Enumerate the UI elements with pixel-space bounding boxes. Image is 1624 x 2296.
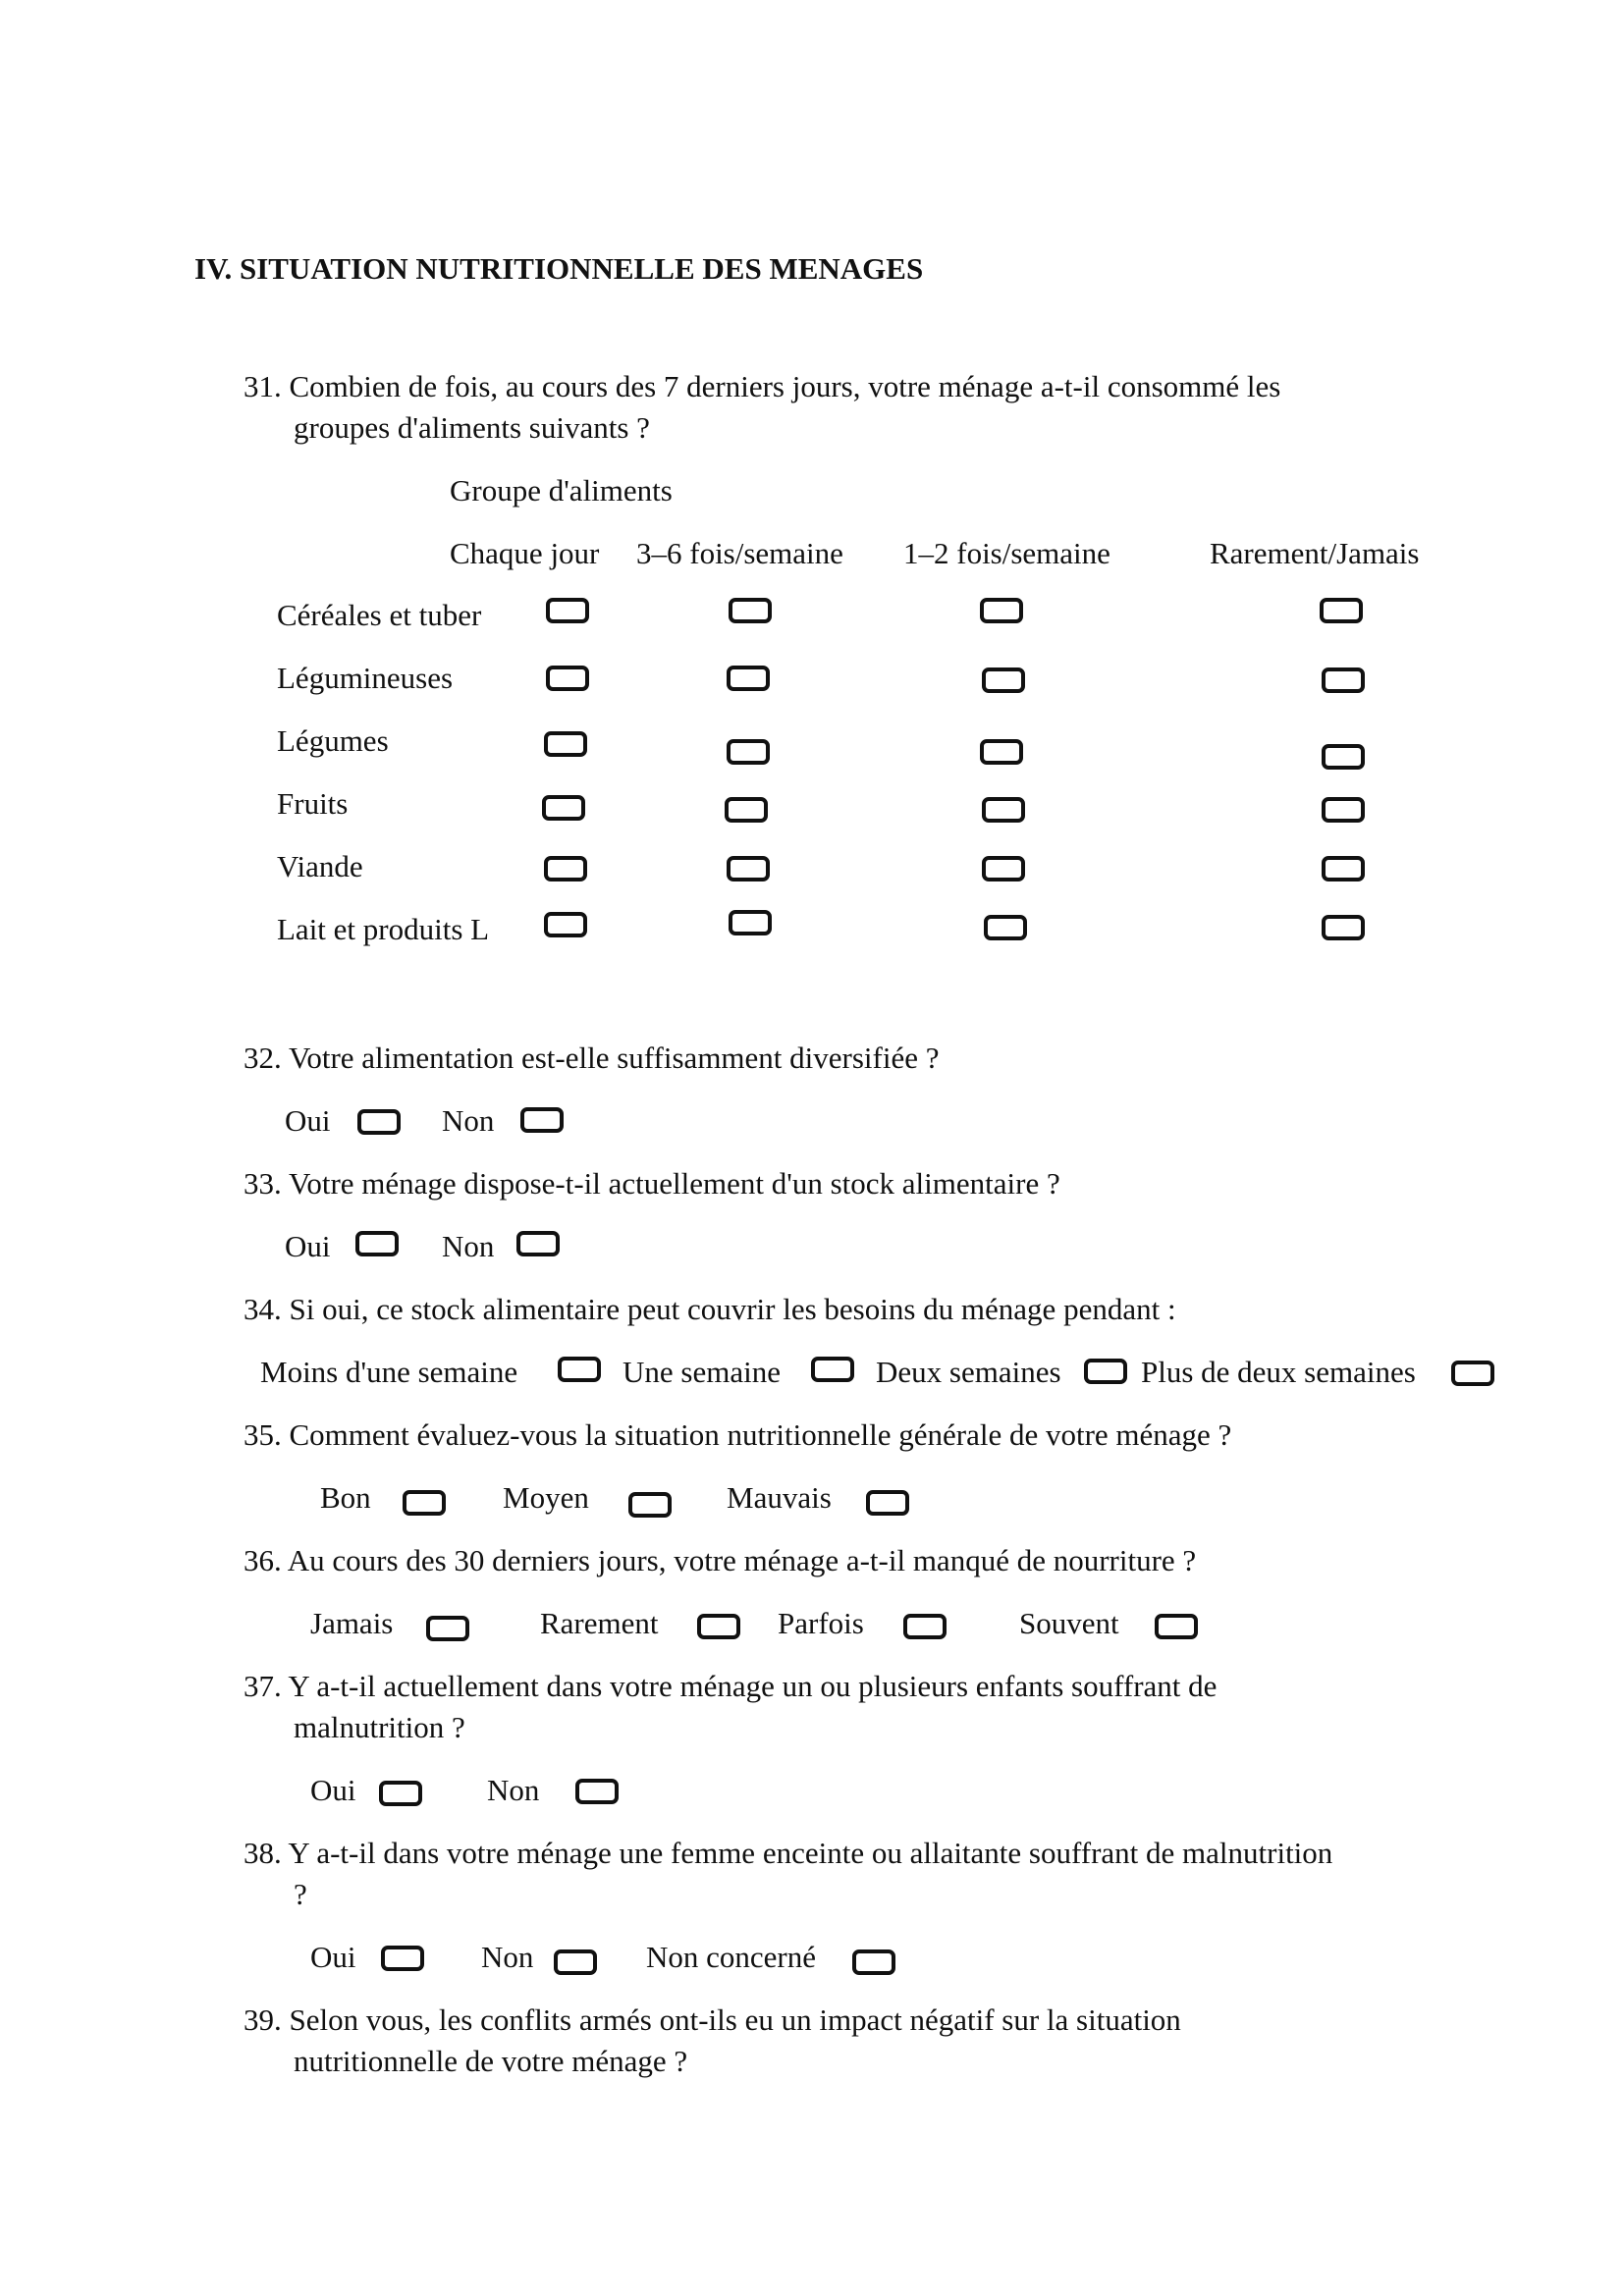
q35-text: 35. Comment évaluez-vous la situation nutritionnelle générale de votre ménage ? (244, 1417, 1232, 1452)
q34-label-plus-deux-semaines: Plus de deux semaines (1141, 1355, 1416, 1389)
q35-cb-mauvais[interactable] (866, 1490, 909, 1516)
q36-cb-jamais[interactable] (426, 1616, 469, 1641)
q31-cb-cereales-chaque-jour[interactable] (546, 598, 589, 623)
q34-cb-une-semaine[interactable] (811, 1357, 854, 1382)
q31-cb-cereales-rarement[interactable] (1320, 598, 1363, 623)
q31-row-fruits: Fruits (277, 786, 349, 821)
q39-text-line1: 39. Selon vous, les conflits armés ont-ils eu un impact négatif sur la situation (244, 2002, 1181, 2037)
q31-row-viande: Viande (277, 849, 363, 883)
q31-cb-legumineuses-1-2[interactable] (982, 667, 1025, 693)
q31-cb-fruits-1-2[interactable] (982, 797, 1025, 823)
q32-label-oui: Oui (285, 1103, 331, 1138)
q31-col-3-6: 3–6 fois/semaine (636, 536, 843, 570)
q31-cb-legumes-1-2[interactable] (980, 739, 1023, 765)
q36-cb-souvent[interactable] (1155, 1614, 1198, 1639)
q31-row-legumineuses: Légumineuses (277, 661, 454, 695)
q31-cb-legumineuses-3-6[interactable] (727, 666, 770, 691)
q36-label-rarement: Rarement (540, 1606, 659, 1640)
q35-label-bon: Bon (320, 1480, 371, 1515)
q38-cb-non-concerne[interactable] (852, 1949, 895, 1975)
q37-label-non: Non (487, 1773, 540, 1807)
q31-text-line2: groupes d'aliments suivants ? (294, 410, 650, 445)
q33-label-non: Non (442, 1229, 495, 1263)
q34-cb-plus-deux-semaines[interactable] (1451, 1361, 1494, 1386)
q36-cb-rarement[interactable] (697, 1614, 740, 1639)
q35-cb-moyen[interactable] (628, 1492, 672, 1518)
q38-text-line2: ? (294, 1877, 307, 1911)
q31-cb-viande-1-2[interactable] (982, 856, 1025, 881)
q31-row-lait: Lait et produits L (277, 912, 490, 946)
section-title: IV. SITUATION NUTRITIONNELLE DES MENAGES (194, 251, 924, 286)
q32-cb-non[interactable] (520, 1107, 564, 1133)
q31-row-cereales: Céréales et tuber (277, 598, 482, 632)
q33-label-oui: Oui (285, 1229, 331, 1263)
q34-cb-deux-semaines[interactable] (1084, 1359, 1127, 1384)
q34-label-moins-une-semaine: Moins d'une semaine (260, 1355, 518, 1389)
q31-group-header: Groupe d'aliments (450, 473, 673, 507)
q39-text-line2: nutritionnelle de votre ménage ? (294, 2044, 688, 2078)
q37-cb-non[interactable] (575, 1779, 619, 1804)
q37-label-oui: Oui (310, 1773, 356, 1807)
q31-cb-viande-3-6[interactable] (727, 856, 770, 881)
q31-cb-fruits-3-6[interactable] (725, 797, 768, 823)
q31-cb-lait-1-2[interactable] (984, 915, 1027, 940)
q34-label-une-semaine: Une semaine (623, 1355, 781, 1389)
q31-cb-lait-chaque-jour[interactable] (544, 912, 587, 937)
q38-cb-non[interactable] (554, 1949, 597, 1975)
q31-col-chaque-jour: Chaque jour (450, 536, 600, 570)
q35-label-mauvais: Mauvais (727, 1480, 832, 1515)
q38-cb-oui[interactable] (381, 1946, 424, 1971)
q32-text: 32. Votre alimentation est-elle suffisamment diversifiée ? (244, 1041, 940, 1075)
q31-cb-legumineuses-chaque-jour[interactable] (546, 666, 589, 691)
q37-cb-oui[interactable] (379, 1781, 422, 1806)
q31-text-line1: 31. Combien de fois, au cours des 7 derniers jours, votre ménage a-t-il consommé les (244, 369, 1281, 403)
q31-cb-legumineuses-rarement[interactable] (1322, 667, 1365, 693)
q38-label-oui: Oui (310, 1940, 356, 1974)
q38-label-non-concerne: Non concerné (646, 1940, 816, 1974)
q36-label-parfois: Parfois (778, 1606, 864, 1640)
q36-label-souvent: Souvent (1019, 1606, 1119, 1640)
q33-cb-oui[interactable] (355, 1231, 399, 1256)
q34-text: 34. Si oui, ce stock alimentaire peut couvrir les besoins du ménage pendant : (244, 1292, 1176, 1326)
q31-cb-legumes-chaque-jour[interactable] (544, 731, 587, 757)
q31-cb-viande-rarement[interactable] (1322, 856, 1365, 881)
q31-cb-viande-chaque-jour[interactable] (544, 856, 587, 881)
q31-cb-cereales-3-6[interactable] (729, 598, 772, 623)
q34-label-deux-semaines: Deux semaines (876, 1355, 1061, 1389)
q31-cb-lait-3-6[interactable] (729, 910, 772, 935)
q36-label-jamais: Jamais (310, 1606, 394, 1640)
q31-cb-legumes-3-6[interactable] (727, 739, 770, 765)
q35-label-moyen: Moyen (503, 1480, 589, 1515)
q33-text: 33. Votre ménage dispose-t-il actuellement d'un stock alimentaire ? (244, 1166, 1060, 1201)
q34-cb-moins-une-semaine[interactable] (558, 1357, 601, 1382)
q37-text-line1: 37. Y a-t-il actuellement dans votre ménage un ou plusieurs enfants souffrant de (244, 1669, 1218, 1703)
q31-cb-lait-rarement[interactable] (1322, 915, 1365, 940)
q32-label-non: Non (442, 1103, 495, 1138)
q31-col-rarement: Rarement/Jamais (1210, 536, 1420, 570)
q31-cb-legumes-rarement[interactable] (1322, 744, 1365, 770)
q36-text: 36. Au cours des 30 derniers jours, votre ménage a-t-il manqué de nourriture ? (244, 1543, 1197, 1577)
q32-cb-oui[interactable] (357, 1109, 401, 1135)
q33-cb-non[interactable] (516, 1231, 560, 1256)
q31-cb-fruits-rarement[interactable] (1322, 797, 1365, 823)
q31-cb-fruits-chaque-jour[interactable] (542, 795, 585, 821)
q31-row-legumes: Légumes (277, 723, 389, 758)
q31-cb-cereales-1-2[interactable] (980, 598, 1023, 623)
q31-col-1-2: 1–2 fois/semaine (903, 536, 1110, 570)
q38-label-non: Non (481, 1940, 534, 1974)
q36-cb-parfois[interactable] (903, 1614, 947, 1639)
q37-text-line2: malnutrition ? (294, 1710, 465, 1744)
q35-cb-bon[interactable] (403, 1490, 446, 1516)
q38-text-line1: 38. Y a-t-il dans votre ménage une femme enceinte ou allaitante souffrant de malnutrition (244, 1836, 1333, 1870)
